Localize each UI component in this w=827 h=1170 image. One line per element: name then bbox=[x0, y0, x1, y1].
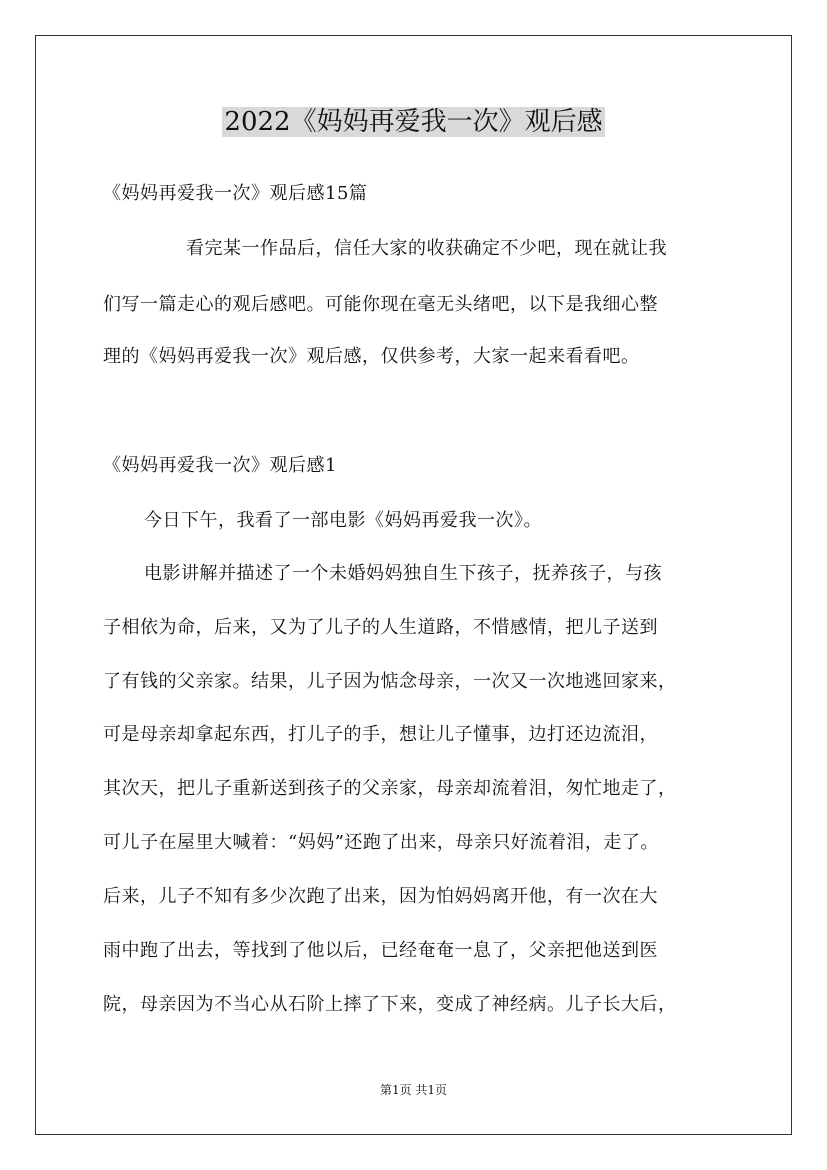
page-footer: 第1页 共1页 bbox=[379, 1083, 448, 1097]
body-line: 院，母亲因为不当心从石阶上摔了下来，变成了神经病。儿子长大后， bbox=[103, 994, 677, 1015]
body-line: 雨中跑了出去，等找到了他以后，已经奄奄一息了，父亲把他送到医 bbox=[103, 940, 658, 961]
intro-line: 理的《妈妈再爱我一次》观后感，仅供参考，大家一起来看看吧。 bbox=[103, 346, 640, 367]
body-line: 其次天，把儿子重新送到孩子的父亲家，母亲却流着泪，匆忙地走了， bbox=[103, 778, 677, 799]
document-title-text: 2022《妈妈再爱我一次》观后感 bbox=[224, 107, 603, 137]
body-line: 了有钱的父亲家。结果，儿子因为惦念母亲，一次又一次地逃回家来， bbox=[103, 671, 677, 692]
body-line: 后来，儿子不知有多少次跑了出来，因为怕妈妈离开他，有一次在大 bbox=[103, 886, 658, 907]
body-line: 可是母亲却拿起东西，打儿子的手，想让儿子懂事，边打还边流泪， bbox=[103, 724, 658, 745]
section-heading: 《妈妈再爱我一次》观后感1 bbox=[103, 455, 337, 476]
document-subtitle: 《妈妈再爱我一次》观后感15篇 bbox=[103, 183, 368, 204]
body-line: 电影讲解并描述了一个未婚妈妈独自生下孩子，抚养孩子，与孩 bbox=[144, 563, 662, 584]
body-line: 可儿子在屋里大喊着：“妈妈”还跑了出来，母亲只好流着泪，走了。 bbox=[103, 832, 659, 853]
body-line: 今日下午，我看了一部电影《妈妈再爱我一次》。 bbox=[144, 510, 542, 531]
intro-line: 们写一篇走心的观后感吧。可能你现在毫无头绪吧，以下是我细心整 bbox=[103, 294, 658, 315]
body-line: 子相依为命，后来，又为了儿子的人生道路，不惜感情，把儿子送到 bbox=[103, 617, 658, 638]
document-title bbox=[0, 102, 827, 142]
intro-line: 看完某一作品后，信任大家的收获确定不少吧，现在就让我 bbox=[186, 238, 667, 259]
